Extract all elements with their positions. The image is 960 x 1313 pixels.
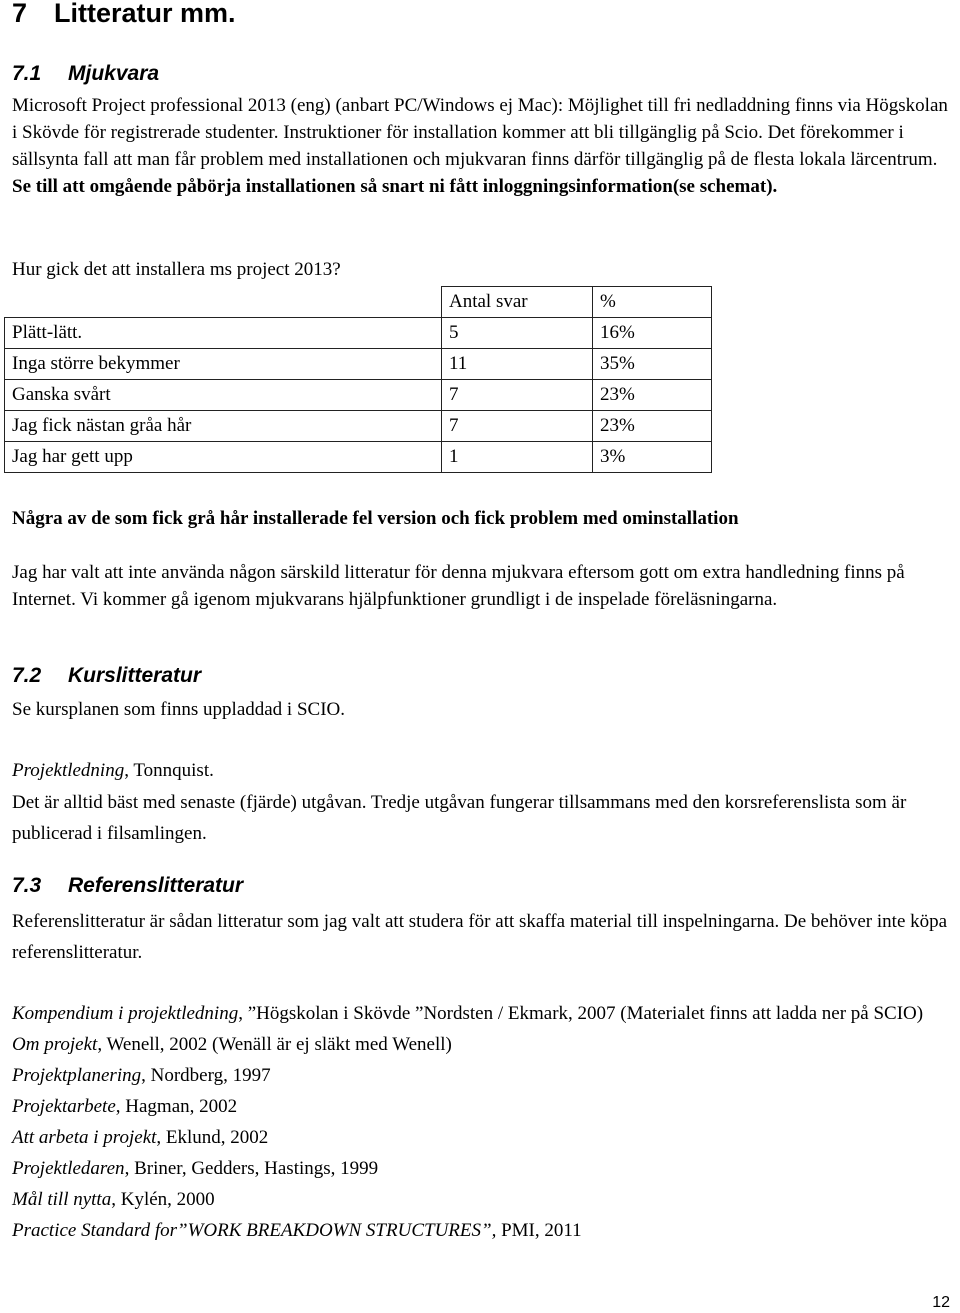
software-install-instruction: Se till att omgående påbörja installationen så snart ni fått inloggningsinformation(se schemat). xyxy=(12,176,778,197)
table-row xyxy=(5,442,712,473)
table-cell-label: Jag har gett upp xyxy=(5,442,442,473)
table-cell-count: 7 xyxy=(442,411,593,442)
software-intro-paragraph xyxy=(12,92,956,200)
table-cell-count: 5 xyxy=(442,318,593,349)
list-item xyxy=(12,1122,952,1153)
survey-note: Några av de som fick grå hår installerade fel version och fick problem med ominstallation xyxy=(12,508,739,529)
table-cell-label: Jag fick nästan gråa hår xyxy=(5,411,442,442)
software-help-paragraph: Jag har valt att inte använda någon särskild litteratur för denna mjukvara eftersom gott om extra handledning finns på Internet. Vi kommer gå igenom mjukvarans hjälpfunktioner grundligt i de inspelade föreläsningarna. xyxy=(12,562,905,610)
list-item xyxy=(12,1215,952,1246)
table-row xyxy=(5,380,712,411)
page-number: 12 xyxy=(932,1294,950,1311)
list-item xyxy=(12,1184,952,1215)
section-heading-mjukvara xyxy=(12,61,159,87)
reference-title: Projektarbete xyxy=(12,1096,116,1117)
table-cell-percent: 35% xyxy=(593,349,712,380)
table-cell-count: 1 xyxy=(442,442,593,473)
list-item xyxy=(12,1029,952,1060)
reference-title: Mål till nytta xyxy=(12,1189,112,1210)
table-cell-percent: 23% xyxy=(593,380,712,411)
list-item xyxy=(12,1153,952,1184)
table-row xyxy=(5,411,712,442)
chapter-number: 7 xyxy=(12,0,28,28)
section-number: 7.1 xyxy=(12,62,42,85)
section-title: Referenslitteratur xyxy=(68,874,244,897)
course-book-line xyxy=(12,757,214,784)
table-cell-percent: 23% xyxy=(593,411,712,442)
section-number: 7.2 xyxy=(12,664,42,687)
table-cell-label: Ganska svårt xyxy=(5,380,442,411)
reference-details: PMI, 2011 xyxy=(496,1220,582,1241)
table-cell-percent: 3% xyxy=(593,442,712,473)
reference-details: , Briner, Gedders, Hastings, 1999 xyxy=(124,1158,379,1179)
table-row xyxy=(5,349,712,380)
reference-title: Om projekt xyxy=(12,1034,98,1055)
reference-intro-paragraph: Referenslitteratur är sådan litteratur som jag valt att studera för att skaffa material till inspelningarna. De behöver inte köpa referenslitteratur. xyxy=(12,911,948,963)
section-heading-kurslitteratur xyxy=(12,663,201,689)
reference-details: , Kylén, 2000 xyxy=(111,1189,215,1210)
course-book-title: Projektledning xyxy=(12,760,125,781)
section-title: Kurslitteratur xyxy=(68,664,202,687)
table-header-row xyxy=(5,287,712,318)
reference-title: Practice Standard for”WORK BREAKDOWN STRUCTURES”, xyxy=(12,1220,497,1241)
table-cell-label: Plätt-lätt. xyxy=(5,318,442,349)
reference-title: Kompendium i projektledning xyxy=(12,1003,239,1024)
reference-list xyxy=(12,998,952,1246)
table-header-cell: Antal svar xyxy=(442,287,593,318)
chapter-title: Litteratur mm. xyxy=(54,0,236,28)
table-cell-percent: 16% xyxy=(593,318,712,349)
section-heading-referenslitteratur xyxy=(12,873,243,899)
table-cell-count: 7 xyxy=(442,380,593,411)
reference-details: , Eklund, 2002 xyxy=(156,1127,269,1148)
table-row xyxy=(5,318,712,349)
section-number: 7.3 xyxy=(12,874,42,897)
course-book-author: , Tonnquist. xyxy=(124,760,214,781)
reference-details: , ”Högskolan i Skövde ”Nordsten / Ekmark, 2007 (Materialet finns att ladda ner på SCIO) xyxy=(238,1003,924,1024)
section-title: Mjukvara xyxy=(68,62,160,85)
list-item xyxy=(12,998,952,1029)
survey-question: Hur gick det att installera ms project 2013? xyxy=(12,259,341,280)
table-cell-label: Inga större bekymmer xyxy=(5,349,442,380)
chapter-heading xyxy=(12,0,236,30)
table-header-cell xyxy=(5,287,442,318)
reference-title: Att arbeta i projekt xyxy=(12,1127,157,1148)
reference-title: Projektledaren xyxy=(12,1158,125,1179)
table-cell-count: 11 xyxy=(442,349,593,380)
course-book-note: Det är alltid bäst med senaste (fjärde) utgåvan. Tredje utgåvan fungerar tillsammans med den korsreferenslista som är publicerad i filsamlingen. xyxy=(12,792,907,844)
reference-details: , Hagman, 2002 xyxy=(115,1096,238,1117)
reference-details: , Wenell, 2002 (Wenäll är ej släkt med Wenell) xyxy=(97,1034,452,1055)
course-plan-text: Se kursplanen som finns uppladdad i SCIO. xyxy=(12,699,346,720)
list-item xyxy=(12,1060,952,1091)
software-intro-text: Microsoft Project professional 2013 (eng) (anbart PC/Windows ej Mac): Möjlighet till fri nedladdning finns via Högskolan i Skövde för registrerade studenter. Instruktioner för installation kommer att bli tillgänglig på Scio. Det förekommer i sällsynta fall att man får problem med installationen och mjukvaran finns därför tillgänglig på de flesta lokala lärcentrum. xyxy=(12,95,948,170)
reference-title: Projektplanering xyxy=(12,1065,142,1086)
table-header-cell: % xyxy=(593,287,712,318)
reference-details: , Nordberg, 1997 xyxy=(141,1065,271,1086)
list-item xyxy=(12,1091,952,1122)
survey-table xyxy=(4,286,712,473)
